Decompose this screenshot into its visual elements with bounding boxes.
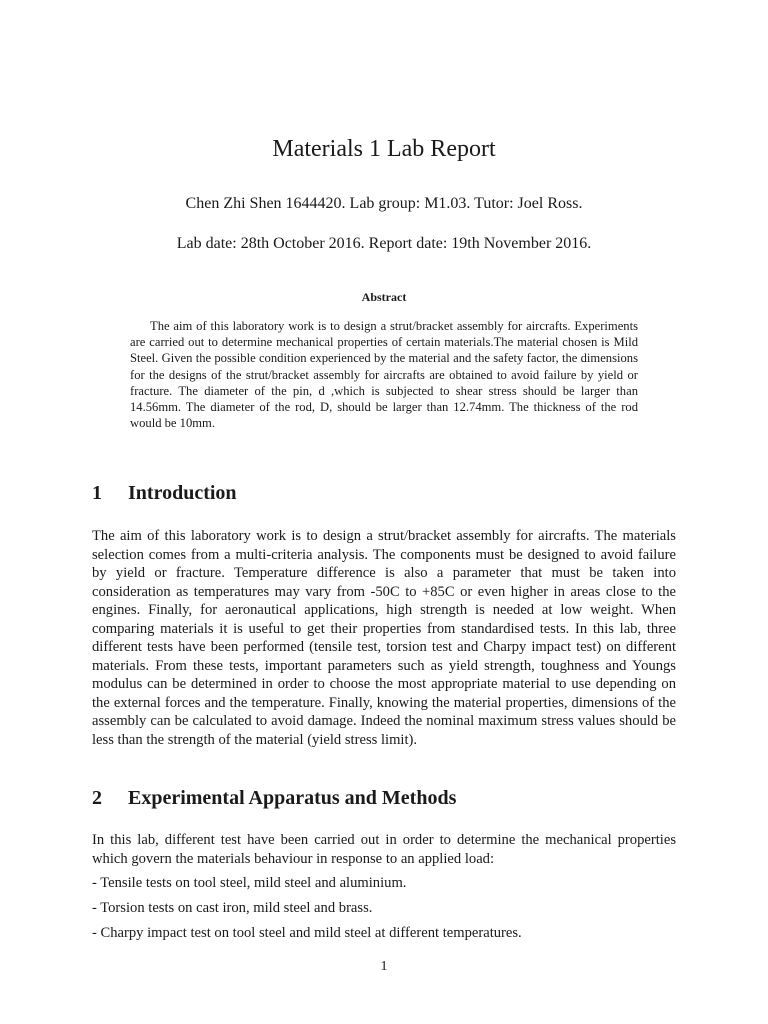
section-number: 2: [92, 787, 102, 809]
abstract-heading: Abstract: [361, 290, 407, 304]
list-item: - Torsion tests on cast iron, mild steel and brass.: [92, 900, 373, 916]
list-item: - Charpy impact test on tool steel and mild steel at different temperatures.: [92, 925, 522, 941]
list-item: - Tensile tests on tool steel, mild steel and aluminium.: [92, 875, 407, 891]
section-number: 1: [92, 482, 102, 504]
page-number: 1: [380, 959, 388, 974]
paper-title: Materials 1 Lab Report: [272, 136, 496, 162]
date-info: Lab date: 28th October 2016. Report date: 19th November 2016.: [176, 235, 592, 252]
section-heading-methods: [92, 787, 456, 810]
section-heading-introduction: [92, 482, 237, 505]
abstract-text: The aim of this laboratory work is to design a strut/bracket assembly for aircrafts. Experiments are carried out to determine mechanical properties of certain materials.The material chosen is Mild Steel. Given the possible condition experienced by the material and the safety factor, the dimensions for the designs of the strut/bracket assembly for aircrafts are obtained to avoid failure by yield or fracture. The diameter of the pin, d ,which is subjected to shear stress should be larger than 14.56mm. The diameter of the rod, D, should be larger than 12.74mm. The thickness of the rod would be 10mm.: [130, 319, 638, 431]
author-info: Chen Zhi Shen 1644420. Lab group: M1.03. Tutor: Joel Ross.: [185, 195, 583, 212]
methods-paragraph: In this lab, different test have been carried out in order to determine the mechanical properties which govern the materials behaviour in response to an applied load:: [92, 832, 676, 867]
section-title: Introduction: [128, 482, 237, 504]
introduction-paragraph: The aim of this laboratory work is to design a strut/bracket assembly for aircrafts. The materials selection comes from a multi-criteria analysis. The components must be designed to avoid failure by yield or fracture. Temperature difference is also a parameter that must be taken into consideration as temperatures may vary from -50C to +85C or even higher in areas close to the engines. Finally, for aeronautical applications, high strength is needed at low weight. When comparing materials it is useful to get their properties from standardised tests. In this lab, three different tests have been performed (tensile test, torsion test and Charpy impact test) on different materials. From these tests, important parameters such as yield strength, toughness and Youngs modulus can be determined in order to choose the most appropriate material to use depending on the external forces and the temperature. Finally, knowing the material properties, dimensions of the assembly can be calculated to avoid damage. Indeed the nominal maximum stress values should be less than the strength of the material (yield stress limit).: [92, 528, 676, 748]
section-title: Experimental Apparatus and Methods: [128, 787, 457, 809]
